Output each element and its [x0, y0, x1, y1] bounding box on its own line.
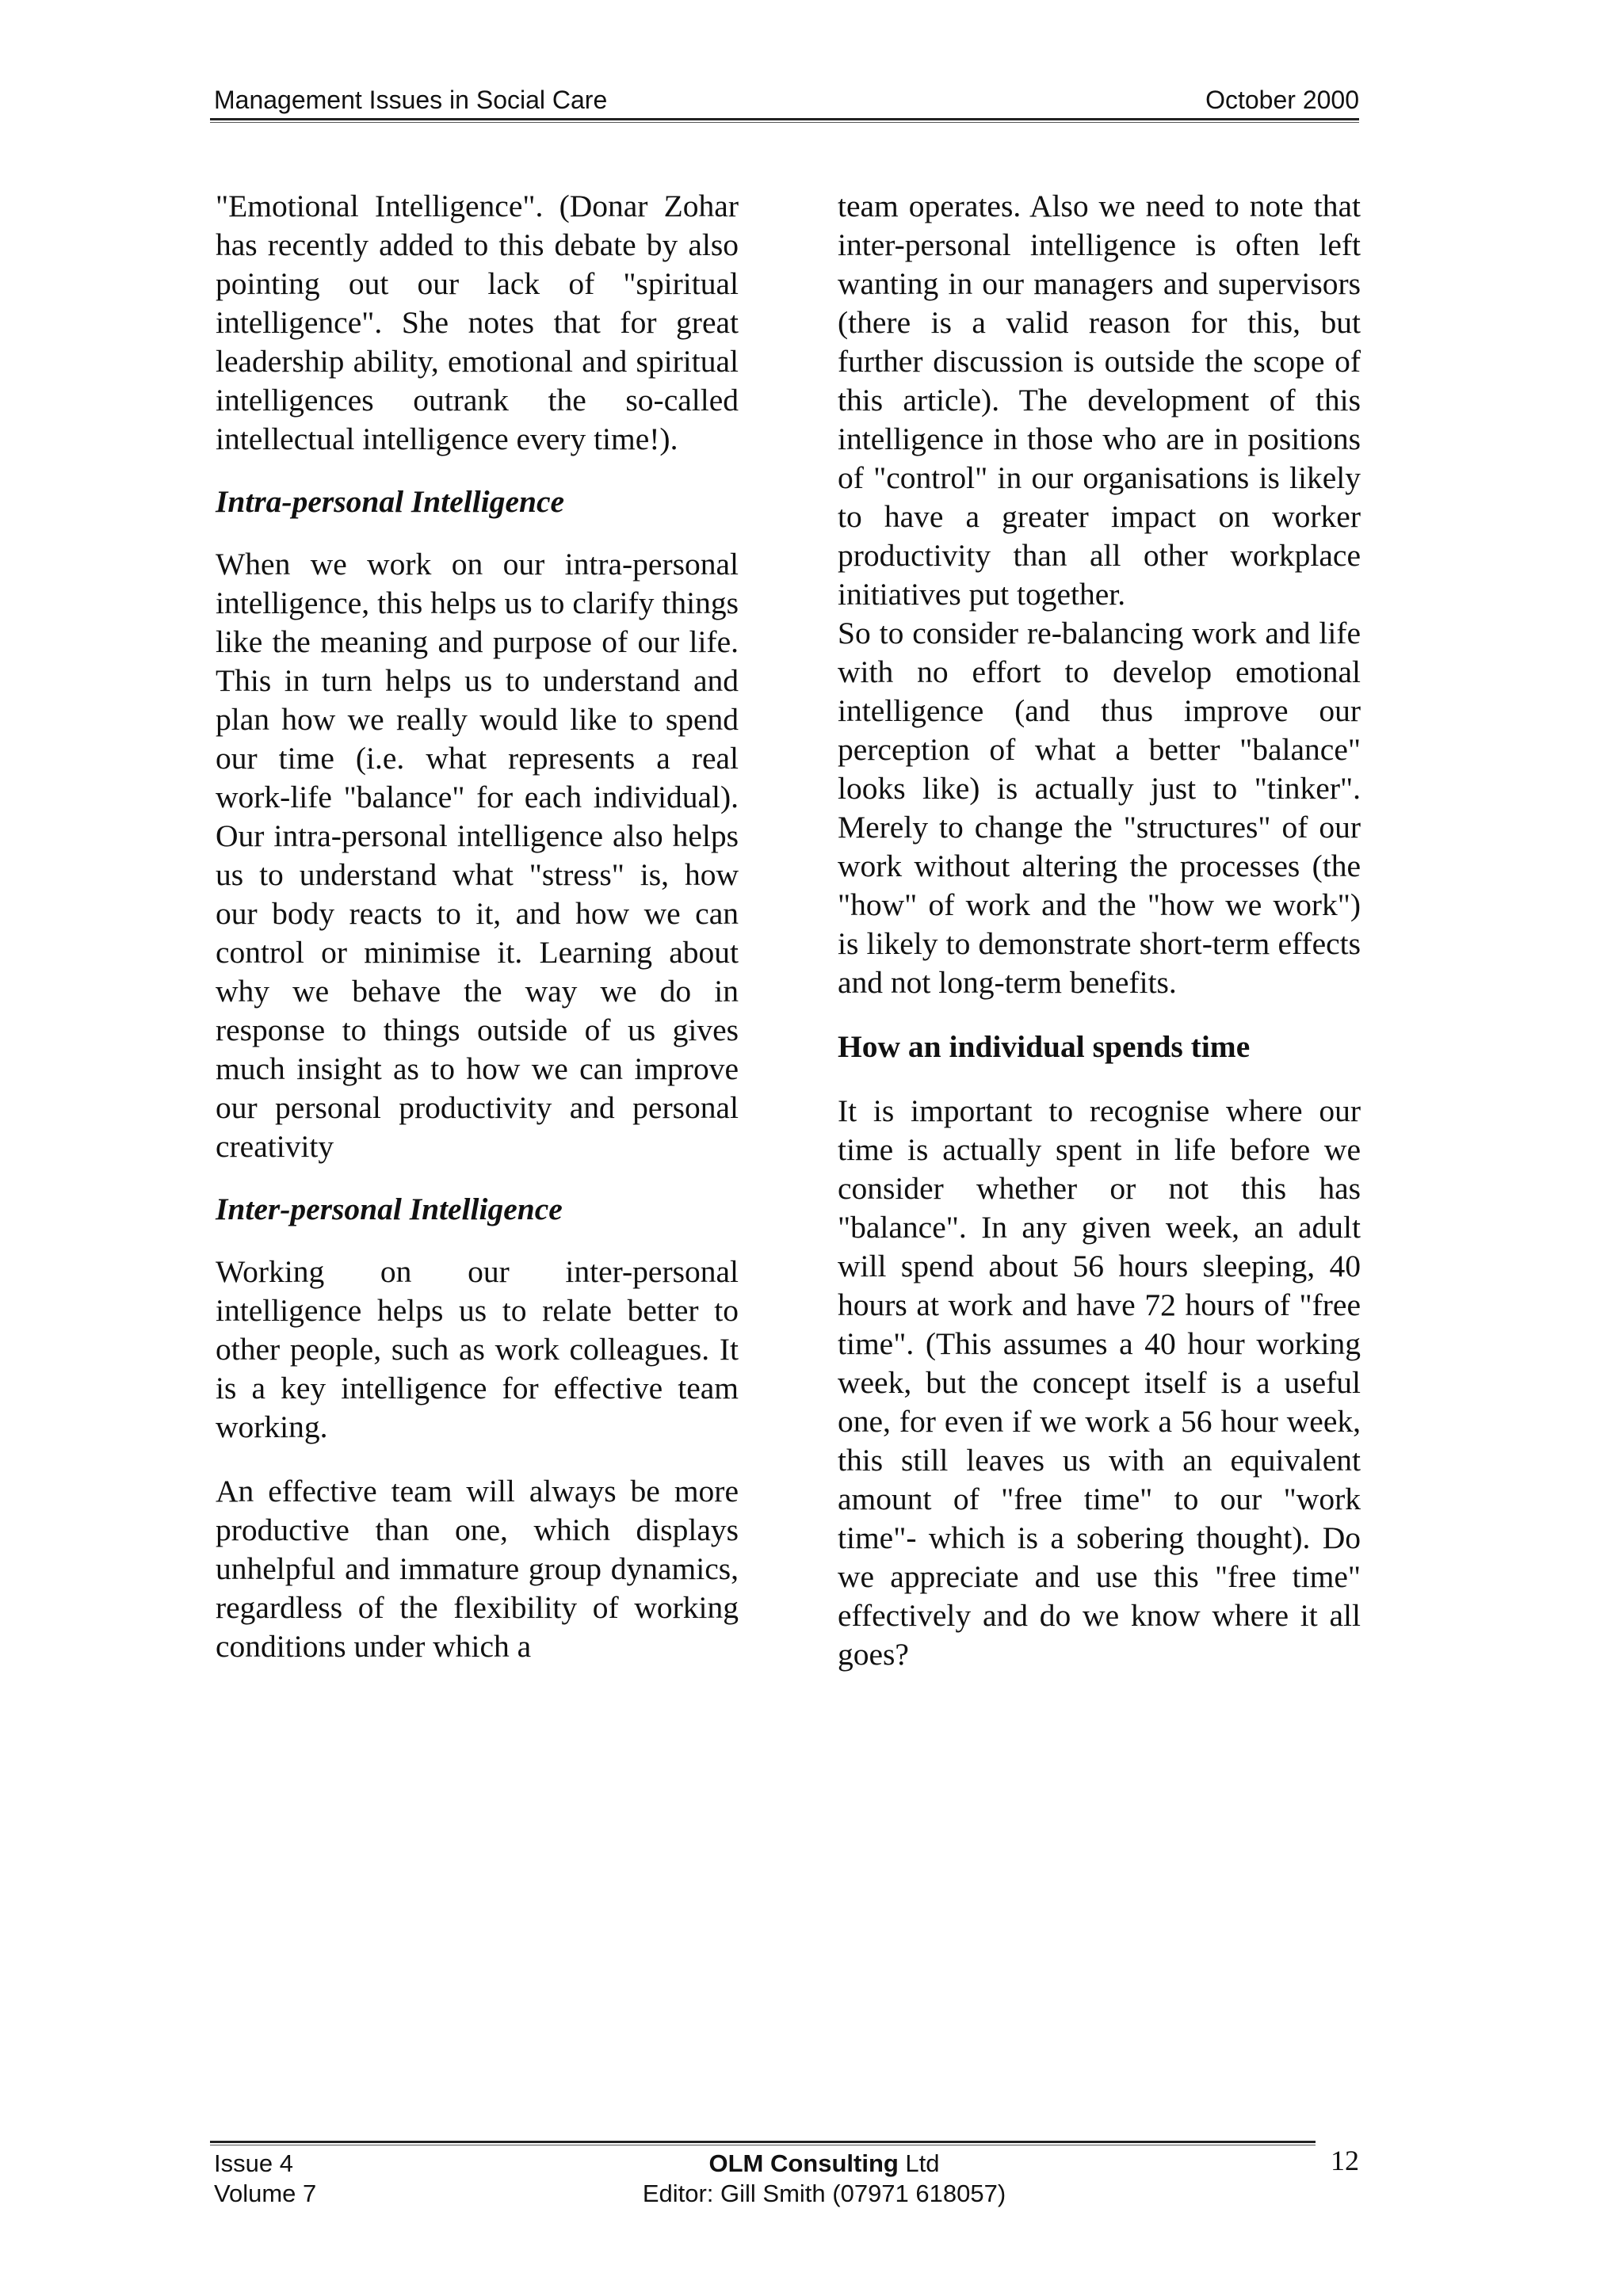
left-column	[216, 187, 739, 1666]
footer-issue: Issue 4	[214, 2149, 293, 2177]
page-footer	[210, 2145, 1359, 2212]
heading-inter-personal: Inter-personal Intelligence	[216, 1192, 563, 1226]
page-header	[210, 82, 1359, 120]
right-column	[838, 187, 1361, 1674]
footer-company-suffix: Ltd	[898, 2149, 940, 2177]
footer-issue-volume	[214, 2149, 316, 2209]
rebalancing-paragraph: So to consider re-balancing work and life with no effort to develop emotional intelligence (and thus improve our perception of what a better "balance" looks like) is actually just to "tinker". Merely to change the "structures" of our work without altering the processes (the "how" of work and the "how we work") is likely to demonstrate short-term effects and not long-term benefits.	[838, 616, 1361, 1000]
inter-personal-paragraph: Working on our inter-personal intelligence helps us to relate better to other people, such as work colleagues. It is a key intelligence for effective team working.	[216, 1254, 739, 1444]
header-date: October 2000	[1205, 86, 1359, 114]
footer-volume: Volume 7	[214, 2180, 317, 2207]
intra-personal-paragraph: When we work on our intra-personal intelligence, this helps us to clarify things like the meaning and purpose of our life. This in turn helps us to understand and plan how we really would like to spend our time (i.e. what represents a real work-life "balance" for each individual). Our intra-personal intelligence also helps us to understand what "stress" is, how our body reacts to it, and how we can control or minimise it. Learning about why we behave the way we do in response to things outside of us gives much insight as to how we can improve our personal productivity and personal creativity	[216, 547, 739, 1164]
heading-how-individual-spends-time: How an individual spends time	[838, 1029, 1251, 1064]
header-rule	[210, 118, 1359, 120]
effective-team-paragraph: An effective team will always be more productive than one, which displays unhelpful and immature group dynamics, regardless of the flexibility of working conditions under which a	[216, 1474, 739, 1664]
footer-company-name: OLM Consulting	[708, 2149, 899, 2177]
continued-paragraph: team operates. Also we need to note that inter-personal intelligence is often left wanting in our managers and supervisors (there is a valid reason for this, but further discussion is outside the scope of this article). The development of this intelligence in those who are in positions of "control" in our organisations is likely to have a greater impact on worker productivity than all other workplace initiatives put together.	[838, 189, 1361, 612]
header-rule-thin	[210, 122, 1359, 123]
footer-rule	[210, 2141, 1316, 2143]
page-number: 12	[1331, 2145, 1359, 2176]
time-paragraph: It is important to recognise where our time is actually spent in life before we consider whether or not this has "balance". In any given week, an adult will spend about 56 hours sleeping, 40 hours at work and have 72 hours of "free time". (This assumes a 40 hour working week, but the concept itself is a useful one, for even if we work a 56 hour week, this still leaves us with an equivalent amount of "free time" to our "work time"- which is a sobering thought). Do we appreciate and use this "free time" effectively and do we know where it all goes?	[838, 1093, 1361, 1672]
footer-publisher	[626, 2149, 1022, 2209]
intro-paragraph: "Emotional Intelligence". (Donar Zohar has recently added to this debate by also pointing out our lack of "spiritual intelligence". She notes that for great leadership ability, emotional and spiritual intelligences outrank the so-called intellectual intelligence every time!).	[216, 189, 739, 456]
heading-intra-personal: Intra-personal Intelligence	[216, 484, 565, 519]
footer-editor: Editor: Gill Smith (07971 618057)	[642, 2180, 1006, 2207]
header-title: Management Issues in Social Care	[214, 86, 608, 114]
